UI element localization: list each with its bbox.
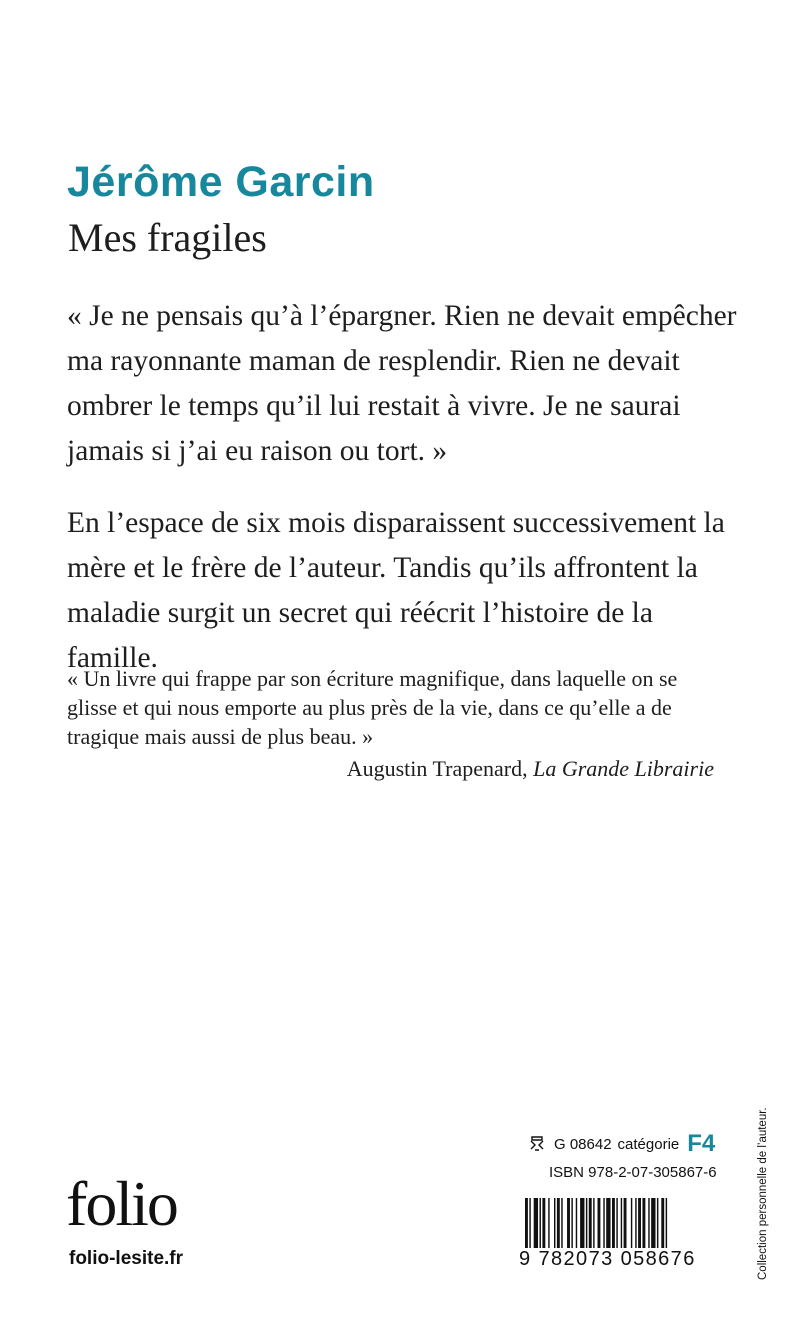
barcode-bar (635, 1198, 636, 1250)
barcode-bar (642, 1198, 645, 1250)
barcode-bar (612, 1198, 615, 1250)
barcode-bar (542, 1198, 545, 1250)
excerpt-quote: « Je ne pensais qu’à l’épargner. Rien ne devait empêcher ma rayonnante maman de resplendir. Rien ne devait ombrer le temps qu’il lui restait à vivre. Je ne saurai jamais si j’ai eu raison ou tort. » (67, 300, 737, 467)
catalog-code: G 08642 (554, 1135, 612, 1153)
barcode-bar (651, 1198, 655, 1250)
isbn: ISBN 978-2-07-305867-6 (549, 1164, 717, 1181)
folio-logo: folio (66, 1168, 177, 1239)
barcode-bar (557, 1198, 560, 1250)
barcode-bar (534, 1198, 538, 1250)
barcode-bar (567, 1198, 570, 1250)
publisher-website: folio-lesite.fr (69, 1248, 184, 1269)
barcode-bar (589, 1198, 592, 1250)
barcode-digits: 9 782073 058676 (519, 1248, 715, 1271)
barcode-bar (540, 1198, 541, 1250)
barcode-bar (580, 1198, 584, 1250)
barcode-bar (624, 1198, 627, 1250)
photo-credit-text: Collection personnelle de l’auteur. (757, 1107, 769, 1280)
barcode-bar (548, 1198, 549, 1250)
press-review: « Un livre qui frappe par son écriture magnifique, dans laquelle on se glisse et qui nous emporte au plus près de la vie, dans ce qu’elle a de tragique mais aussi de plus beau. » (67, 666, 678, 749)
barcode-bar (603, 1198, 604, 1250)
gallimard-emblem-icon (528, 1135, 546, 1153)
barcode-bar (593, 1198, 594, 1250)
book-summary: En l’espace de six mois disparaissent successivement la mère et le frère de l’auteur. Tandis qu’ils affrontent la maladie surgit un secret qui réécrit l’histoire de la famille. (67, 507, 725, 674)
barcode-bar (571, 1198, 572, 1250)
book-title: Mes fragiles (68, 215, 267, 260)
barcode-bar (561, 1198, 562, 1250)
barcode-bar (638, 1198, 641, 1250)
barcode-bar (661, 1198, 664, 1250)
category-label: catégorie (617, 1135, 680, 1153)
barcode-bar (586, 1198, 587, 1250)
category-badge: F4 (687, 1130, 716, 1157)
barcode-bar (576, 1198, 577, 1250)
catalog-line (528, 1130, 715, 1158)
barcode-bar (657, 1198, 658, 1250)
barcode-bar (616, 1198, 617, 1250)
review-attribution (347, 756, 714, 782)
barcode-bar (554, 1198, 555, 1250)
barcode-bar (621, 1198, 622, 1250)
photo-credit (757, 1080, 773, 1280)
barcode-bar (631, 1198, 632, 1250)
author-name: Jérôme Garcin (67, 158, 375, 206)
barcode-bar (648, 1198, 649, 1250)
review-source: La Grande Librairie (533, 756, 714, 781)
barcode-bar (606, 1198, 610, 1250)
review-author: Augustin Trapenard, (346, 756, 534, 781)
